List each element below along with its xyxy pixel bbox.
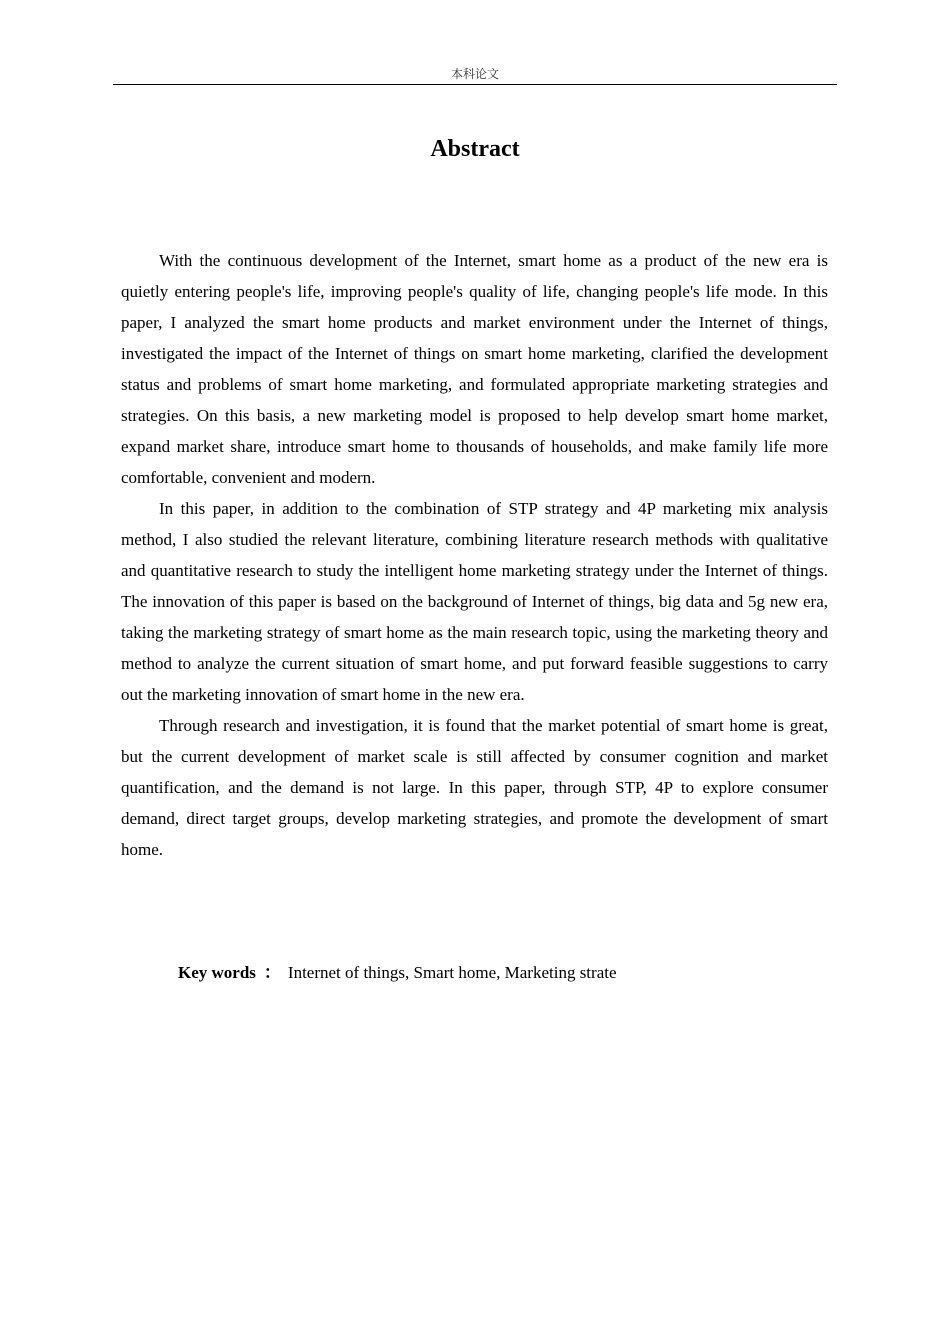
keywords-label: Key words (178, 963, 256, 982)
abstract-body (121, 245, 828, 865)
keywords-value: Internet of things, Smart home, Marketing strate (287, 963, 617, 982)
header-text: 本科论文 (450, 67, 499, 81)
abstract-paragraph: With the continuous development of the Internet, smart home as a product of the new era is quietly entering people's life, improving people's quality of life, changing people's life mode. In this paper, I analyzed the smart home products and market environment under the Internet of things, investigated the impact of the Internet of things on smart home marketing, clarified the development status and problems of smart home marketing, and formulated appropriate marketing strategies and strategies. On this basis, a new marketing model is proposed to help develop smart home market, expand market share, introduce smart home to thousands of households, and make family life more comfortable, convenient and modern. (121, 251, 828, 487)
page-title: Abstract (430, 136, 520, 162)
keywords-separator: ： (263, 963, 281, 982)
keywords-line (178, 957, 828, 988)
page-header (113, 64, 837, 85)
abstract-paragraph: In this paper, in addition to the combination of STP strategy and 4P marketing mix analysis method, I also studied the relevant literature, combining literature research methods with qualitative and quantitative research to study the intelligent home marketing strategy under the Internet of things. The innovation of this paper is based on the background of Internet of things, big data and 5g new era, taking the marketing strategy of smart home as the main research topic, using the marketing theory and method to analyze the current situation of smart home, and put forward feasible suggestions to carry out the marketing innovation of smart home in the new era. (121, 499, 828, 704)
abstract-paragraph: Through research and investigation, it is found that the market potential of smart home is great, but the current development of market scale is still affected by consumer cognition and market quantification, and the demand is not large. In this paper, through STP, 4P to explore consumer demand, direct target groups, develop marketing strategies, and promote the development of smart home. (121, 716, 828, 859)
